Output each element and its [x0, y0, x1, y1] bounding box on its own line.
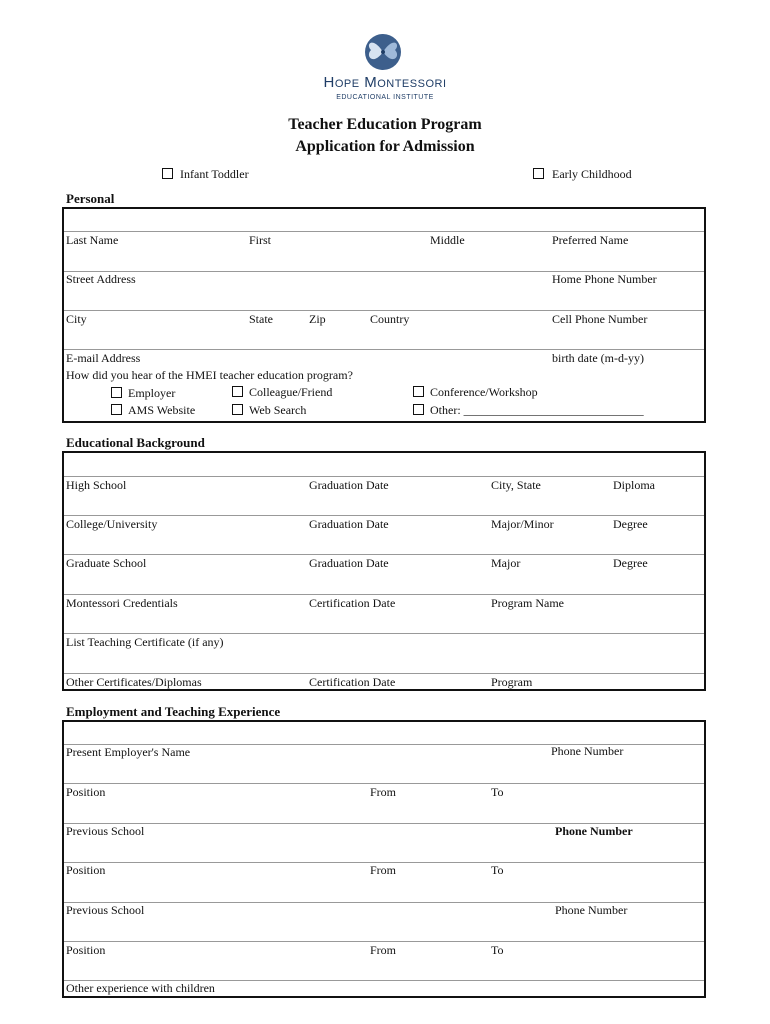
education-heading: Educational Background — [66, 435, 205, 450]
previous-school-phone-field-2[interactable]: Phone Number — [555, 903, 628, 917]
college-graduation-date-field[interactable]: Graduation Date — [309, 517, 389, 531]
college-field[interactable]: College/University — [66, 517, 158, 531]
from-field-3[interactable]: From — [370, 943, 397, 957]
form-title-line-2: Application for Admission — [295, 138, 475, 155]
program-name-field[interactable]: Program Name — [491, 596, 564, 610]
divider — [64, 349, 704, 350]
web-search-checkbox[interactable] — [232, 404, 243, 415]
to-field-2[interactable]: To — [491, 863, 504, 877]
divider — [64, 673, 704, 674]
divider — [64, 310, 704, 311]
conference-checkbox[interactable] — [413, 386, 424, 397]
ams-website-label: AMS Website — [128, 403, 196, 417]
divider — [64, 554, 704, 555]
grad-major-field[interactable]: Major — [491, 556, 521, 570]
montessori-certification-date-field[interactable]: Certification Date — [309, 596, 396, 610]
college-degree-field[interactable]: Degree — [613, 517, 648, 531]
present-employer-field[interactable]: Present Employer's Name — [66, 745, 191, 759]
hs-city-state-field[interactable]: City, State — [491, 478, 541, 492]
other-certification-date-field[interactable]: Certification Date — [309, 675, 396, 689]
other-program-field[interactable]: Program — [491, 675, 533, 689]
divider — [64, 941, 704, 942]
to-field-3[interactable]: To — [491, 943, 504, 957]
country-field[interactable]: Country — [370, 312, 410, 326]
college-major-minor-field[interactable]: Major/Minor — [491, 517, 554, 531]
colleague-checkbox[interactable] — [232, 386, 243, 397]
other-certificates-field[interactable]: Other Certificates/Diplomas — [66, 675, 202, 689]
position-field-3[interactable]: Position — [66, 943, 106, 957]
hs-diploma-field[interactable]: Diploma — [613, 478, 655, 492]
high-school-field[interactable]: High School — [66, 478, 127, 492]
street-address-field[interactable]: Street Address — [66, 272, 136, 286]
colleague-label: Colleague/Friend — [249, 385, 333, 399]
from-field-1[interactable]: From — [370, 785, 397, 799]
previous-school-field-1[interactable]: Previous School — [66, 824, 145, 838]
divider — [64, 594, 704, 595]
grad-degree-field[interactable]: Degree — [613, 556, 648, 570]
other-label[interactable]: Other: ______________________________ — [430, 403, 644, 417]
grad-graduation-date-field[interactable]: Graduation Date — [309, 556, 389, 570]
hs-graduation-date-field[interactable]: Graduation Date — [309, 478, 389, 492]
previous-school-phone-field-1[interactable]: Phone Number — [555, 824, 633, 838]
position-field-2[interactable]: Position — [66, 863, 106, 877]
cell-phone-field[interactable]: Cell Phone Number — [552, 312, 648, 326]
form-title-line-1: Teacher Education Program — [288, 116, 482, 133]
present-employer-phone-field[interactable]: Phone Number — [551, 744, 624, 758]
other-checkbox[interactable] — [413, 404, 424, 415]
position-field-1[interactable]: Position — [66, 785, 106, 799]
city-field[interactable]: City — [66, 312, 87, 326]
last-name-field[interactable]: Last Name — [66, 233, 119, 247]
other-experience-field[interactable]: Other experience with children — [66, 981, 215, 995]
birth-date-field[interactable]: birth date (m-d-yy) — [552, 351, 644, 365]
graduate-school-field[interactable]: Graduate School — [66, 556, 147, 570]
personal-heading: Personal — [66, 191, 115, 206]
divider — [64, 476, 704, 477]
divider — [64, 633, 704, 634]
teaching-certificate-field[interactable]: List Teaching Certificate (if any) — [66, 635, 224, 649]
conference-label: Conference/Workshop — [430, 385, 538, 399]
first-name-field[interactable]: First — [249, 233, 272, 247]
infant-toddler-checkbox[interactable] — [162, 168, 173, 179]
employer-label: Employer — [128, 386, 176, 400]
state-field[interactable]: State — [249, 312, 273, 326]
montessori-credentials-field[interactable]: Montessori Credentials — [66, 596, 178, 610]
home-phone-field[interactable]: Home Phone Number — [552, 272, 657, 286]
from-field-2[interactable]: From — [370, 863, 397, 877]
email-field[interactable]: E-mail Address — [66, 351, 141, 365]
zip-field[interactable]: Zip — [309, 312, 326, 326]
logo-name: Hope Montessori — [323, 74, 447, 91]
preferred-name-field[interactable]: Preferred Name — [552, 233, 629, 247]
divider — [64, 783, 704, 784]
previous-school-field-2[interactable]: Previous School — [66, 903, 145, 917]
web-search-label: Web Search — [249, 403, 307, 417]
hear-question: How did you hear of the HMEI teacher education program? — [66, 368, 353, 382]
early-childhood-checkbox[interactable] — [533, 168, 544, 179]
divider — [64, 515, 704, 516]
logo — [320, 30, 450, 106]
infant-toddler-label: Infant Toddler — [180, 167, 249, 181]
ams-website-checkbox[interactable] — [111, 404, 122, 415]
middle-name-field[interactable]: Middle — [430, 233, 465, 247]
divider — [64, 231, 704, 232]
early-childhood-label: Early Childhood — [552, 167, 632, 181]
logo-subtitle: EDUCATIONAL INSTITUTE — [336, 94, 434, 101]
employer-checkbox[interactable] — [111, 387, 122, 398]
to-field-1[interactable]: To — [491, 785, 504, 799]
butterfly-logo-icon — [363, 32, 403, 72]
employment-heading: Employment and Teaching Experience — [66, 704, 281, 719]
